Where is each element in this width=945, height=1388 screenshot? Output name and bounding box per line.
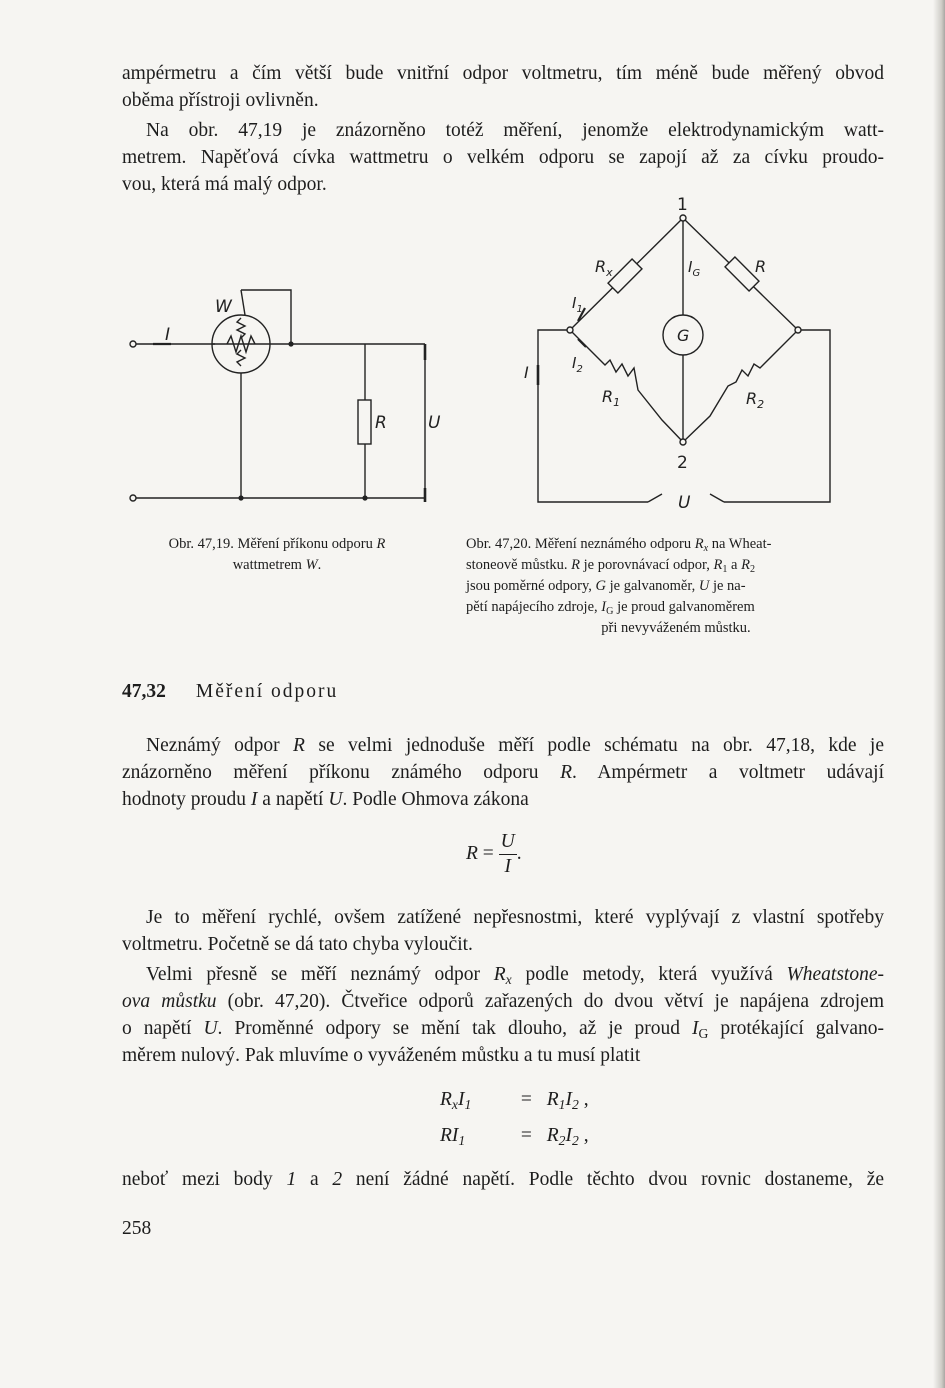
junction-dot <box>238 495 243 500</box>
voltage-coil-loop <box>241 290 291 344</box>
text-line: vou, která má malý odpor. <box>122 174 327 195</box>
label-node-1: 1 <box>677 195 688 215</box>
terminal-bottom-left <box>130 495 136 501</box>
text-line: Velmi přesně se měří neznámý odpor $R_x$ podle metody, která využívá Wheatstone- <box>146 964 884 988</box>
label-current-i: I <box>165 325 171 345</box>
supply-wire-right <box>724 330 830 502</box>
voltage-coil-zigzag-bottom <box>237 350 245 366</box>
text-line: hodnoty proudu I a napětí U. Podle Ohmova zákona <box>122 789 529 810</box>
figure-47-19-wattmeter-circuit <box>115 280 445 510</box>
paragraph-2 <box>122 117 884 198</box>
page-edge-shadow <box>933 0 945 1388</box>
terminal-mark-left <box>648 494 662 502</box>
text-line: znázorněno měření příkonu známého odporu R. Ampérmetr a voltmetr udávají <box>122 762 884 783</box>
resistor-r <box>725 257 759 291</box>
formula-ohm: R = $\frac{U}{I}$ . <box>466 831 522 877</box>
label-resistor-r: R <box>375 413 387 433</box>
label-i2: $I_2$ <box>572 354 583 375</box>
junction-dot <box>362 495 367 500</box>
supply-wire-left <box>538 330 648 502</box>
resistor-r2 <box>683 330 798 442</box>
paragraph-5 <box>122 961 884 1069</box>
paragraph-1 <box>122 60 884 114</box>
caption-47-19 <box>122 534 432 576</box>
paragraph-4 <box>122 904 884 958</box>
section-heading <box>122 678 338 705</box>
caption-line: wattmetrem W. <box>232 557 322 573</box>
node-left-dot <box>567 327 573 333</box>
label-voltage-u: U <box>428 413 441 433</box>
caption-line: Obr. 47,19. Měření příkonu odporu R <box>168 536 386 552</box>
section-title: Měření odporu <box>195 681 339 702</box>
figure-47-20-wheatstone-bridge <box>510 190 860 520</box>
section-number: 47,32 <box>122 681 166 702</box>
formula-row: $R_xI_1 = R_1I_2$ , <box>440 1089 589 1113</box>
caption-47-20 <box>466 534 886 639</box>
caption-line: stoneově můstku. R je porovnávací odpor, $R_1$ a $R_2$ <box>466 557 756 576</box>
text-line: Je to měření rychlé, ovšem zatížené nepřesnostmi, které vyplývají z vlastní spotřeby <box>146 907 884 928</box>
text-line: neboť mezi body 1 a 2 není žádné napětí. Podle těchto dvou rovnic dostaneme, že <box>122 1169 885 1190</box>
text-line: ova můstku (obr. 47,20). Čtveřice odporů zařazených do dvou větví je napájena zdrojem <box>122 991 884 1012</box>
text-line: ampérmetru a čím větší bude vnitřní odpor voltmetru, tím méně bude měřený obvod <box>122 63 884 84</box>
node-2-dot <box>680 439 686 445</box>
resistor-rx <box>608 259 642 293</box>
caption-line: Obr. 47,20. Měření neznámého odporu $R_x$ na Wheat- <box>466 536 772 555</box>
terminal-mark-right <box>710 494 724 502</box>
fraction: $\frac{U}{I}$ <box>500 831 515 877</box>
label-r: R <box>755 257 767 276</box>
text-line: voltmetru. Početně se dá tato chyba vyloučit. <box>122 934 473 955</box>
label-wattmeter-w: W <box>215 297 232 317</box>
caption-line: pětí napájecího zdroje, $I_G$ je proud galvanoměrem <box>466 599 755 618</box>
text-line: metrem. Napěťová cívka wattmetru o velkém odporu se zapojí až za cívku proudo- <box>122 147 884 168</box>
terminal-top-left <box>130 341 136 347</box>
label-i1: $I_1$ <box>572 294 583 315</box>
current-arrow-i2 <box>578 339 586 347</box>
paragraph-3 <box>122 732 884 813</box>
label-r2: $R_2$ <box>746 389 765 411</box>
text-line: oběma přístroji ovlivněn. <box>122 90 319 111</box>
text-line: o napětí U. Proměnné odpory se mění tak dlouho, až je proud $I_G$ protékající galvano- <box>122 1018 885 1042</box>
text-line: Na obr. 47,19 je znázorněno totéž měření, jenomže elektrodynamickým watt- <box>146 120 884 141</box>
label-galvanometer-g: G <box>677 326 690 345</box>
text-line: měrem nulový. Pak mluvíme o vyváženém můstku a tu musí platit <box>122 1045 641 1066</box>
junction-dot <box>288 341 293 346</box>
text-line: Neznámý odpor R se velmi jednoduše měří podle schématu na obr. 47,18, kde je <box>146 735 884 756</box>
caption-line: při nevyváženém můstku. <box>601 620 751 636</box>
resistor-r <box>358 400 371 444</box>
node-1-dot <box>680 215 686 221</box>
label-ig: $I_G$ <box>688 258 701 279</box>
formula-bridge-balance <box>440 1082 589 1154</box>
formula-row: $RI_1 = R_2I_2$ , <box>440 1125 589 1149</box>
label-current-i: I <box>524 363 529 382</box>
label-r1: $R_1$ <box>602 387 621 409</box>
label-node-2: 2 <box>677 453 688 473</box>
label-voltage-u: U <box>678 493 691 513</box>
caption-line: jsou poměrné odpory, G je galvanoměr, U je na- <box>466 578 746 594</box>
page-number: 258 <box>122 1218 152 1239</box>
label-rx: $R_x$ <box>595 257 613 279</box>
node-right-dot <box>795 327 801 333</box>
voltage-coil-lead <box>241 290 245 315</box>
paragraph-6 <box>122 1166 884 1193</box>
